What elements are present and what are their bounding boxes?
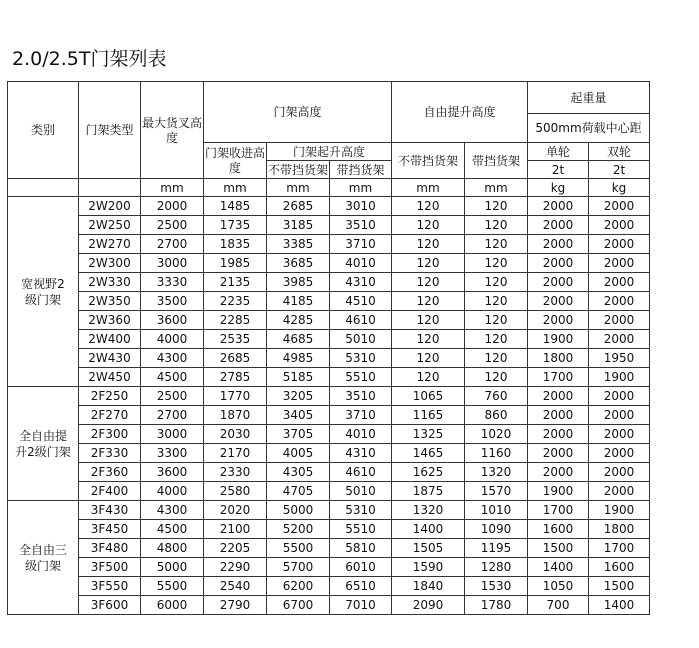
value-cell: 2290 (204, 558, 267, 577)
value-cell: 3710 (330, 406, 392, 425)
value-cell: 2170 (204, 444, 267, 463)
value-cell: 1165 (392, 406, 465, 425)
value-cell: 3510 (330, 387, 392, 406)
table-row (8, 558, 650, 577)
category-cell: 全自由三级门架 (8, 501, 79, 615)
value-cell: 3000 (141, 254, 204, 273)
value-cell: 120 (465, 292, 528, 311)
table-row (8, 444, 650, 463)
value-cell: 5310 (330, 501, 392, 520)
value-cell: 1700 (528, 501, 589, 520)
unit-cell (79, 179, 141, 197)
value-cell: 5510 (330, 520, 392, 539)
value-cell: 1900 (589, 368, 650, 387)
value-cell: 5010 (330, 330, 392, 349)
table-row (8, 425, 650, 444)
value-cell: 2685 (204, 349, 267, 368)
value-cell: 2000 (141, 197, 204, 216)
value-cell: 3705 (267, 425, 330, 444)
header-max-fork-height: 最大货叉高度 (141, 82, 204, 179)
mast-type-cell: 3F550 (79, 577, 141, 596)
value-cell: 2000 (589, 463, 650, 482)
value-cell: 4185 (267, 292, 330, 311)
mast-type-cell: 2F250 (79, 387, 141, 406)
header-single-capacity: 2t (528, 161, 589, 179)
value-cell: 5700 (267, 558, 330, 577)
value-cell: 4010 (330, 254, 392, 273)
value-cell: 4985 (267, 349, 330, 368)
category-cell: 全自由提升2级门架 (8, 387, 79, 501)
value-cell: 120 (392, 349, 465, 368)
value-cell: 120 (465, 330, 528, 349)
value-cell: 3600 (141, 311, 204, 330)
value-cell: 2000 (528, 216, 589, 235)
value-cell: 1010 (465, 501, 528, 520)
mast-type-cell: 3F450 (79, 520, 141, 539)
mast-type-cell: 2F400 (79, 482, 141, 501)
value-cell: 5000 (267, 501, 330, 520)
unit-row (8, 179, 650, 197)
value-cell: 4310 (330, 444, 392, 463)
header-free-with-backrest: 带挡货架 (465, 143, 528, 179)
value-cell: 1840 (392, 577, 465, 596)
value-cell: 3710 (330, 235, 392, 254)
value-cell: 6010 (330, 558, 392, 577)
mast-type-cell: 3F500 (79, 558, 141, 577)
table-row (8, 387, 650, 406)
value-cell: 2000 (528, 254, 589, 273)
mast-type-cell: 2W450 (79, 368, 141, 387)
value-cell: 2000 (589, 311, 650, 330)
value-cell: 120 (465, 216, 528, 235)
value-cell: 1530 (465, 577, 528, 596)
header-free-lift: 自由提升高度 (392, 82, 528, 143)
value-cell: 3000 (141, 425, 204, 444)
value-cell: 4000 (141, 482, 204, 501)
value-cell: 3985 (267, 273, 330, 292)
value-cell: 2790 (204, 596, 267, 615)
value-cell: 2000 (528, 273, 589, 292)
category-cell: 宽视野2级门架 (8, 197, 79, 387)
value-cell: 2000 (589, 273, 650, 292)
value-cell: 4300 (141, 501, 204, 520)
unit-cell: mm (330, 179, 392, 197)
unit-cell: kg (528, 179, 589, 197)
header-mast-height: 门架高度 (204, 82, 392, 143)
value-cell: 2000 (528, 387, 589, 406)
value-cell: 5500 (267, 539, 330, 558)
value-cell: 120 (392, 254, 465, 273)
value-cell: 2685 (267, 197, 330, 216)
value-cell: 1770 (204, 387, 267, 406)
value-cell: 3405 (267, 406, 330, 425)
value-cell: 4305 (267, 463, 330, 482)
value-cell: 700 (528, 596, 589, 615)
unit-cell: kg (589, 179, 650, 197)
table-row (8, 539, 650, 558)
value-cell: 120 (392, 368, 465, 387)
value-cell: 120 (465, 235, 528, 254)
value-cell: 1900 (589, 501, 650, 520)
value-cell: 2330 (204, 463, 267, 482)
value-cell: 1985 (204, 254, 267, 273)
header-extended-height: 门架起升高度 (267, 143, 392, 161)
value-cell: 1195 (465, 539, 528, 558)
table-row (8, 577, 650, 596)
table-row (8, 349, 650, 368)
value-cell: 5185 (267, 368, 330, 387)
value-cell: 1625 (392, 463, 465, 482)
value-cell: 4610 (330, 311, 392, 330)
header-single-wheel: 单轮 (528, 143, 589, 161)
value-cell: 1600 (528, 520, 589, 539)
value-cell: 3330 (141, 273, 204, 292)
value-cell: 2000 (589, 235, 650, 254)
mast-spec-table (7, 81, 650, 615)
value-cell: 120 (465, 273, 528, 292)
value-cell: 1065 (392, 387, 465, 406)
value-cell: 4610 (330, 463, 392, 482)
value-cell: 3385 (267, 235, 330, 254)
value-cell: 1780 (465, 596, 528, 615)
value-cell: 5500 (141, 577, 204, 596)
mast-type-cell: 2W350 (79, 292, 141, 311)
value-cell: 120 (392, 330, 465, 349)
mast-type-cell: 2F300 (79, 425, 141, 444)
value-cell: 5010 (330, 482, 392, 501)
value-cell: 120 (392, 197, 465, 216)
mast-type-cell: 2F360 (79, 463, 141, 482)
mast-type-cell: 3F480 (79, 539, 141, 558)
value-cell: 1160 (465, 444, 528, 463)
table-row (8, 482, 650, 501)
value-cell: 2000 (528, 406, 589, 425)
unit-cell: mm (267, 179, 330, 197)
value-cell: 1020 (465, 425, 528, 444)
value-cell: 1500 (589, 577, 650, 596)
value-cell: 2000 (528, 311, 589, 330)
value-cell: 4510 (330, 292, 392, 311)
header-capacity: 起重量 (528, 82, 650, 114)
header-double-wheel: 双轮 (589, 143, 650, 161)
value-cell: 3300 (141, 444, 204, 463)
mast-type-cell: 2W430 (79, 349, 141, 368)
value-cell: 2000 (589, 425, 650, 444)
value-cell: 120 (465, 197, 528, 216)
table-row (8, 596, 650, 615)
value-cell: 1835 (204, 235, 267, 254)
value-cell: 120 (465, 368, 528, 387)
value-cell: 2030 (204, 425, 267, 444)
value-cell: 1280 (465, 558, 528, 577)
value-cell: 1700 (528, 368, 589, 387)
table-row (8, 235, 650, 254)
value-cell: 6000 (141, 596, 204, 615)
value-cell: 5510 (330, 368, 392, 387)
value-cell: 7010 (330, 596, 392, 615)
value-cell: 1400 (589, 596, 650, 615)
header-double-capacity: 2t (589, 161, 650, 179)
value-cell: 6510 (330, 577, 392, 596)
page-title: 2.0/2.5T门架列表 (12, 48, 167, 70)
table-row (8, 520, 650, 539)
value-cell: 2000 (589, 387, 650, 406)
value-cell: 120 (465, 311, 528, 330)
value-cell: 1485 (204, 197, 267, 216)
header-with-backrest: 带挡货架 (330, 161, 392, 179)
value-cell: 2000 (589, 406, 650, 425)
value-cell: 1600 (589, 558, 650, 577)
value-cell: 2000 (528, 292, 589, 311)
value-cell: 120 (392, 292, 465, 311)
mast-type-cell: 2F270 (79, 406, 141, 425)
value-cell: 2500 (141, 387, 204, 406)
value-cell: 6200 (267, 577, 330, 596)
value-cell: 4800 (141, 539, 204, 558)
value-cell: 3185 (267, 216, 330, 235)
value-cell: 2000 (528, 425, 589, 444)
value-cell: 1590 (392, 558, 465, 577)
value-cell: 3510 (330, 216, 392, 235)
value-cell: 2540 (204, 577, 267, 596)
value-cell: 3685 (267, 254, 330, 273)
value-cell: 4705 (267, 482, 330, 501)
table-row (8, 216, 650, 235)
value-cell: 5810 (330, 539, 392, 558)
unit-cell: mm (392, 179, 465, 197)
mast-type-cell: 3F430 (79, 501, 141, 520)
value-cell: 2000 (528, 197, 589, 216)
header-category: 类别 (8, 82, 79, 179)
unit-cell (8, 179, 79, 197)
value-cell: 1320 (465, 463, 528, 482)
value-cell: 2135 (204, 273, 267, 292)
value-cell: 4010 (330, 425, 392, 444)
value-cell: 2000 (528, 235, 589, 254)
value-cell: 3600 (141, 463, 204, 482)
table-row (8, 330, 650, 349)
value-cell: 2285 (204, 311, 267, 330)
table-row (8, 406, 650, 425)
table-row (8, 273, 650, 292)
value-cell: 1900 (528, 330, 589, 349)
value-cell: 5310 (330, 349, 392, 368)
mast-type-cell: 2W250 (79, 216, 141, 235)
value-cell: 2020 (204, 501, 267, 520)
header-no-backrest: 不带挡货架 (267, 162, 328, 177)
value-cell: 2700 (141, 235, 204, 254)
unit-cell: mm (465, 179, 528, 197)
value-cell: 2500 (141, 216, 204, 235)
value-cell: 2000 (589, 254, 650, 273)
value-cell: 120 (465, 349, 528, 368)
value-cell: 1400 (392, 520, 465, 539)
mast-type-cell: 2W270 (79, 235, 141, 254)
mast-type-cell: 2W300 (79, 254, 141, 273)
value-cell: 4000 (141, 330, 204, 349)
table-row (8, 501, 650, 520)
value-cell: 1875 (392, 482, 465, 501)
value-cell: 2785 (204, 368, 267, 387)
value-cell: 1800 (589, 520, 650, 539)
table-row (8, 368, 650, 387)
value-cell: 2100 (204, 520, 267, 539)
mast-type-cell: 2F330 (79, 444, 141, 463)
value-cell: 1570 (465, 482, 528, 501)
value-cell: 1325 (392, 425, 465, 444)
value-cell: 1950 (589, 349, 650, 368)
value-cell: 2000 (589, 216, 650, 235)
table-row (8, 311, 650, 330)
value-cell: 120 (465, 254, 528, 273)
value-cell: 860 (465, 406, 528, 425)
value-cell: 1800 (528, 349, 589, 368)
value-cell: 1400 (528, 558, 589, 577)
value-cell: 6700 (267, 596, 330, 615)
value-cell: 2535 (204, 330, 267, 349)
value-cell: 4685 (267, 330, 330, 349)
value-cell: 4300 (141, 349, 204, 368)
header-load-center: 500mm荷载中心距 (528, 114, 650, 143)
value-cell: 2700 (141, 406, 204, 425)
value-cell: 5200 (267, 520, 330, 539)
unit-cell: mm (204, 179, 267, 197)
table-row (8, 463, 650, 482)
value-cell: 120 (392, 216, 465, 235)
value-cell: 2205 (204, 539, 267, 558)
mast-type-cell: 2W360 (79, 311, 141, 330)
value-cell: 3205 (267, 387, 330, 406)
value-cell: 120 (392, 311, 465, 330)
value-cell: 4005 (267, 444, 330, 463)
value-cell: 1050 (528, 577, 589, 596)
value-cell: 4285 (267, 311, 330, 330)
value-cell: 2000 (528, 444, 589, 463)
header-free-no-backrest: 不带挡货架 (392, 143, 465, 179)
value-cell: 1465 (392, 444, 465, 463)
value-cell: 2000 (528, 463, 589, 482)
value-cell: 3500 (141, 292, 204, 311)
value-cell: 2000 (589, 330, 650, 349)
value-cell: 2235 (204, 292, 267, 311)
value-cell: 1500 (528, 539, 589, 558)
value-cell: 760 (465, 387, 528, 406)
value-cell: 1870 (204, 406, 267, 425)
value-cell: 4310 (330, 273, 392, 292)
value-cell: 1700 (589, 539, 650, 558)
value-cell: 1090 (465, 520, 528, 539)
value-cell: 1320 (392, 501, 465, 520)
mast-type-cell: 3F600 (79, 596, 141, 615)
value-cell: 2090 (392, 596, 465, 615)
value-cell: 3010 (330, 197, 392, 216)
value-cell: 2000 (589, 197, 650, 216)
value-cell: 5000 (141, 558, 204, 577)
header-mast-type: 门架类型 (79, 82, 141, 179)
mast-type-cell: 2W330 (79, 273, 141, 292)
table-row (8, 197, 650, 216)
table-row (8, 254, 650, 273)
value-cell: 4500 (141, 520, 204, 539)
value-cell: 2580 (204, 482, 267, 501)
value-cell: 2000 (589, 482, 650, 501)
value-cell: 120 (392, 235, 465, 254)
header-collapsed-height: 门架收进高度 (204, 143, 267, 179)
table-row (8, 292, 650, 311)
unit-cell: mm (141, 179, 204, 197)
mast-type-cell: 2W200 (79, 197, 141, 216)
value-cell: 4500 (141, 368, 204, 387)
value-cell: 1505 (392, 539, 465, 558)
value-cell: 120 (392, 273, 465, 292)
value-cell: 2000 (589, 444, 650, 463)
value-cell: 1900 (528, 482, 589, 501)
mast-type-cell: 2W400 (79, 330, 141, 349)
value-cell: 2000 (589, 292, 650, 311)
value-cell: 1735 (204, 216, 267, 235)
